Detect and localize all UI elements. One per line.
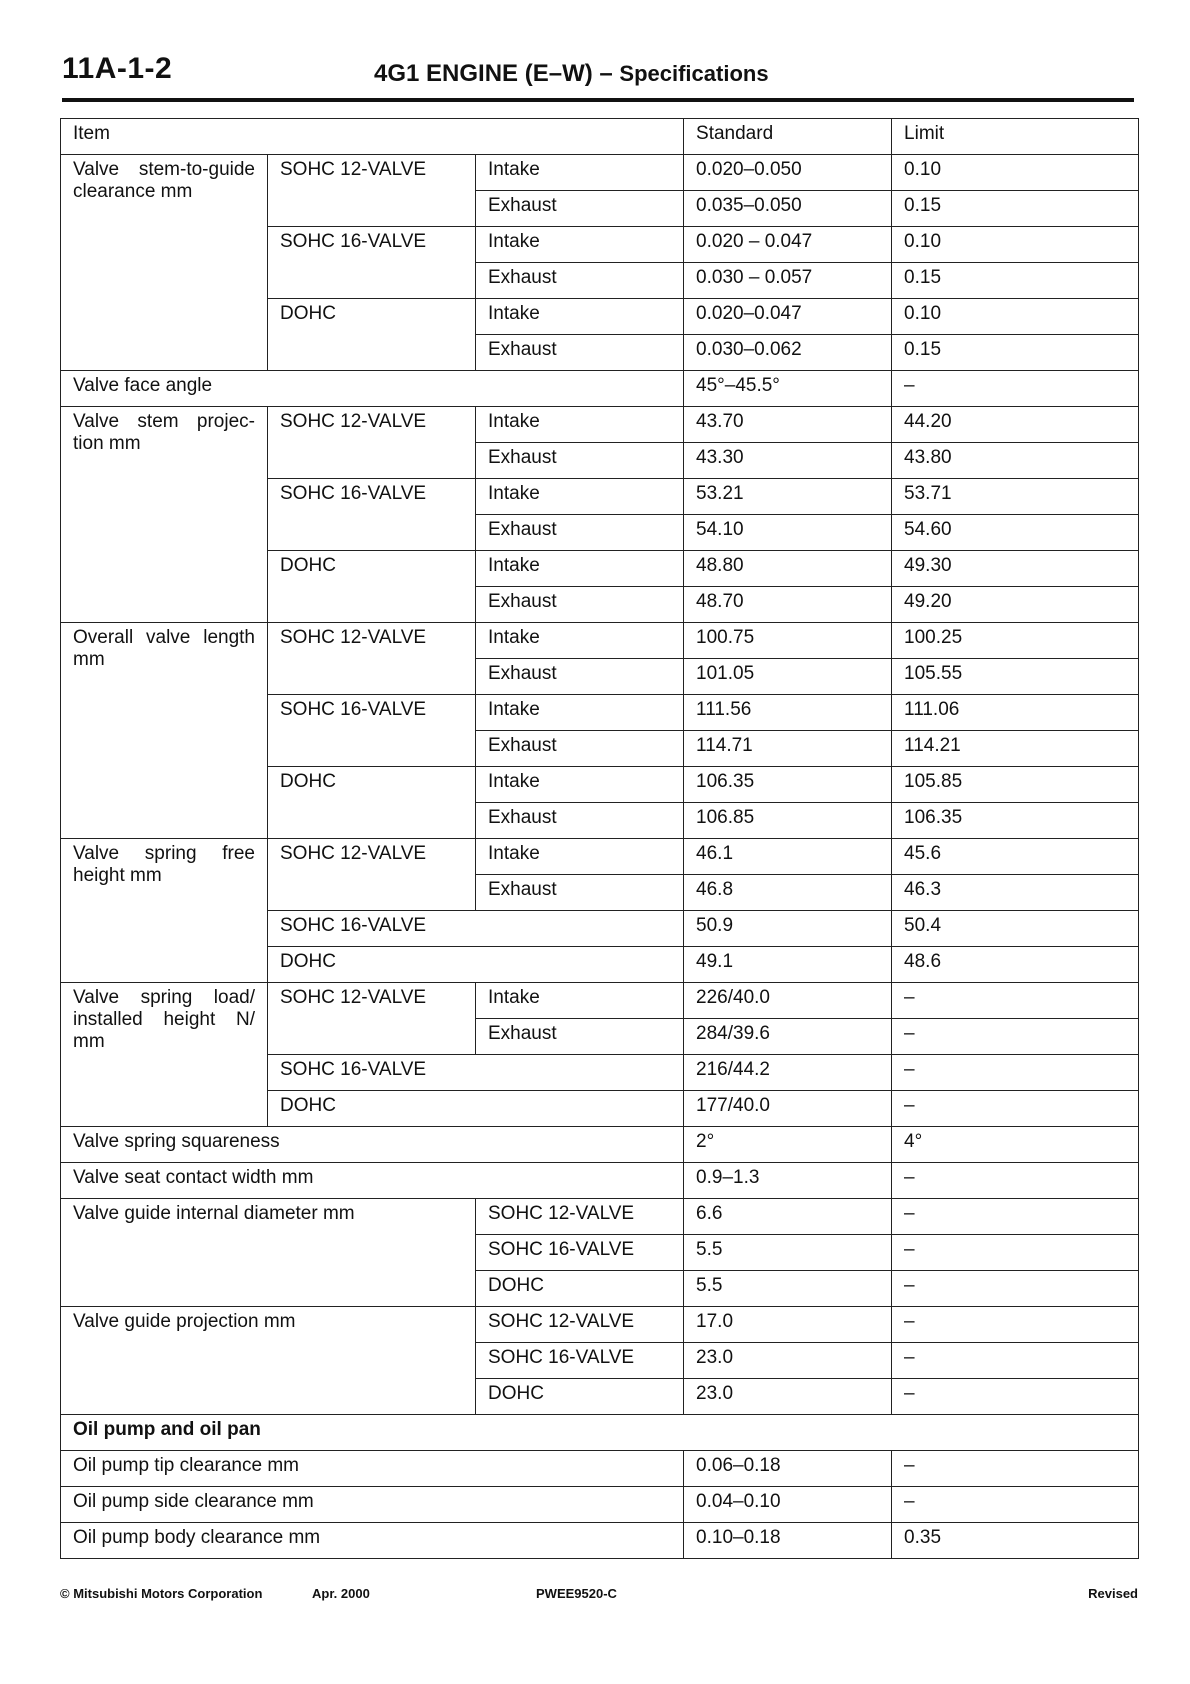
- limit-value: 44.20: [892, 407, 1139, 443]
- limit-value: 0.15: [892, 263, 1139, 299]
- valve-side: Exhaust: [476, 659, 684, 695]
- limit-value: 0.10: [892, 299, 1139, 335]
- table-row: [61, 839, 1139, 875]
- limit-value: 53.71: [892, 479, 1139, 515]
- valve-side: Intake: [476, 695, 684, 731]
- table-row: [61, 155, 1139, 191]
- section-heading: Oil pump and oil pan: [61, 1415, 1139, 1451]
- standard-value: 54.10: [684, 515, 892, 551]
- standard-value: 0.035–0.050: [684, 191, 892, 227]
- standard-value: 0.020–0.047: [684, 299, 892, 335]
- table-row: [61, 1415, 1139, 1451]
- standard-value: 45°–45.5°: [684, 371, 892, 407]
- standard-value: 23.0: [684, 1343, 892, 1379]
- column-header-item: Item: [61, 119, 684, 155]
- limit-value: 54.60: [892, 515, 1139, 551]
- item-label: Oil pump body clearance mm: [61, 1523, 684, 1559]
- engine-variant: DOHC: [268, 1091, 684, 1127]
- standard-value: 0.030 – 0.057: [684, 263, 892, 299]
- standard-value: 43.70: [684, 407, 892, 443]
- page-title: [374, 60, 769, 88]
- standard-value: 111.56: [684, 695, 892, 731]
- engine-variant: DOHC: [268, 299, 476, 371]
- limit-value: 105.85: [892, 767, 1139, 803]
- limit-value: 106.35: [892, 803, 1139, 839]
- standard-value: 106.85: [684, 803, 892, 839]
- valve-side: Intake: [476, 623, 684, 659]
- standard-value: 50.9: [684, 911, 892, 947]
- table-row: [61, 983, 1139, 1019]
- footer-doc-code: PWEE9520-C: [536, 1586, 617, 1601]
- engine-variant: SOHC 12-VALVE: [268, 623, 476, 695]
- valve-side: Exhaust: [476, 587, 684, 623]
- engine-variant: DOHC: [476, 1271, 684, 1307]
- valve-side: Exhaust: [476, 263, 684, 299]
- limit-value: 0.10: [892, 227, 1139, 263]
- engine-variant: SOHC 12-VALVE: [268, 983, 476, 1055]
- engine-variant: SOHC 16-VALVE: [268, 479, 476, 551]
- standard-value: 2°: [684, 1127, 892, 1163]
- limit-value: –: [892, 371, 1139, 407]
- table-header-row: [61, 119, 1139, 155]
- limit-value: 50.4: [892, 911, 1139, 947]
- limit-value: –: [892, 1271, 1139, 1307]
- limit-value: –: [892, 1307, 1139, 1343]
- valve-side: Intake: [476, 407, 684, 443]
- limit-value: 46.3: [892, 875, 1139, 911]
- footer-date: Apr. 2000: [312, 1586, 370, 1601]
- standard-value: 0.04–0.10: [684, 1487, 892, 1523]
- engine-variant: SOHC 12-VALVE: [268, 407, 476, 479]
- item-label: Valve guide internal diameter mm: [61, 1199, 476, 1307]
- standard-value: 6.6: [684, 1199, 892, 1235]
- standard-value: 48.80: [684, 551, 892, 587]
- valve-side: Intake: [476, 155, 684, 191]
- table-row: [61, 623, 1139, 659]
- valve-side: Intake: [476, 551, 684, 587]
- valve-side: Intake: [476, 479, 684, 515]
- table-row: [61, 1199, 1139, 1235]
- table-row: [61, 1307, 1139, 1343]
- standard-value: 43.30: [684, 443, 892, 479]
- standard-value: 17.0: [684, 1307, 892, 1343]
- valve-side: Exhaust: [476, 1019, 684, 1055]
- limit-value: –: [892, 983, 1139, 1019]
- limit-value: –: [892, 1451, 1139, 1487]
- limit-value: 0.10: [892, 155, 1139, 191]
- specifications-table: [60, 118, 1139, 1559]
- valve-side: Exhaust: [476, 335, 684, 371]
- table-row: [61, 1127, 1139, 1163]
- column-header-limit: Limit: [892, 119, 1139, 155]
- standard-value: 114.71: [684, 731, 892, 767]
- table-row: [61, 371, 1139, 407]
- item-label: Valve stem-to-guide clearance mm: [61, 155, 268, 371]
- item-label: Valve face angle: [61, 371, 684, 407]
- table-row: [61, 1487, 1139, 1523]
- item-label: Overall valve length mm: [61, 623, 268, 839]
- standard-value: 48.70: [684, 587, 892, 623]
- engine-variant: SOHC 16-VALVE: [268, 695, 476, 767]
- limit-value: –: [892, 1091, 1139, 1127]
- standard-value: 46.1: [684, 839, 892, 875]
- standard-value: 177/40.0: [684, 1091, 892, 1127]
- item-label: Valve seat contact width mm: [61, 1163, 684, 1199]
- item-label: Valve spring load/ installed height N/ mm: [61, 983, 268, 1127]
- table-row: [61, 407, 1139, 443]
- footer-copyright: © Mitsubishi Motors Corporation: [60, 1586, 263, 1601]
- engine-variant: DOHC: [268, 551, 476, 623]
- valve-side: Intake: [476, 227, 684, 263]
- limit-value: –: [892, 1055, 1139, 1091]
- engine-variant: SOHC 12-VALVE: [268, 839, 476, 911]
- footer-status: Revised: [1088, 1586, 1138, 1601]
- standard-value: 226/40.0: [684, 983, 892, 1019]
- limit-value: 49.20: [892, 587, 1139, 623]
- standard-value: 0.10–0.18: [684, 1523, 892, 1559]
- item-label: Valve spring squareness: [61, 1127, 684, 1163]
- limit-value: –: [892, 1379, 1139, 1415]
- limit-value: 0.15: [892, 191, 1139, 227]
- engine-variant: SOHC 16-VALVE: [476, 1235, 684, 1271]
- engine-variant: DOHC: [476, 1379, 684, 1415]
- standard-value: 0.06–0.18: [684, 1451, 892, 1487]
- limit-value: –: [892, 1019, 1139, 1055]
- limit-value: 45.6: [892, 839, 1139, 875]
- limit-value: 43.80: [892, 443, 1139, 479]
- limit-value: 114.21: [892, 731, 1139, 767]
- standard-value: 53.21: [684, 479, 892, 515]
- engine-variant: SOHC 12-VALVE: [476, 1307, 684, 1343]
- valve-side: Exhaust: [476, 515, 684, 551]
- column-header-standard: Standard: [684, 119, 892, 155]
- valve-side: Exhaust: [476, 443, 684, 479]
- standard-value: 49.1: [684, 947, 892, 983]
- limit-value: 48.6: [892, 947, 1139, 983]
- engine-variant: SOHC 16-VALVE: [268, 911, 684, 947]
- title-subtitle: Specifications: [619, 61, 769, 86]
- limit-value: 4°: [892, 1127, 1139, 1163]
- page-number: 11A-1-2: [62, 52, 173, 85]
- valve-side: Intake: [476, 299, 684, 335]
- engine-variant: SOHC 16-VALVE: [268, 227, 476, 299]
- limit-value: –: [892, 1163, 1139, 1199]
- valve-side: Exhaust: [476, 191, 684, 227]
- standard-value: 0.030–0.062: [684, 335, 892, 371]
- item-label: Valve stem projec- tion mm: [61, 407, 268, 623]
- standard-value: 216/44.2: [684, 1055, 892, 1091]
- limit-value: 100.25: [892, 623, 1139, 659]
- table-row: [61, 1523, 1139, 1559]
- standard-value: 5.5: [684, 1235, 892, 1271]
- limit-value: –: [892, 1199, 1139, 1235]
- engine-variant: DOHC: [268, 767, 476, 839]
- standard-value: 0.020 – 0.047: [684, 227, 892, 263]
- engine-variant: SOHC 12-VALVE: [268, 155, 476, 227]
- standard-value: 0.020–0.050: [684, 155, 892, 191]
- standard-value: 5.5: [684, 1271, 892, 1307]
- valve-side: Intake: [476, 767, 684, 803]
- item-label: Oil pump tip clearance mm: [61, 1451, 684, 1487]
- valve-side: Exhaust: [476, 731, 684, 767]
- limit-value: –: [892, 1343, 1139, 1379]
- specifications-table-body: [61, 119, 1139, 1559]
- table-row: [61, 1451, 1139, 1487]
- standard-value: 100.75: [684, 623, 892, 659]
- limit-value: 105.55: [892, 659, 1139, 695]
- standard-value: 0.9–1.3: [684, 1163, 892, 1199]
- limit-value: 111.06: [892, 695, 1139, 731]
- table-row: [61, 1163, 1139, 1199]
- valve-side: Exhaust: [476, 803, 684, 839]
- engine-variant: DOHC: [268, 947, 684, 983]
- limit-value: –: [892, 1235, 1139, 1271]
- item-label: Valve spring free height mm: [61, 839, 268, 983]
- engine-variant: SOHC 16-VALVE: [476, 1343, 684, 1379]
- valve-side: Exhaust: [476, 875, 684, 911]
- standard-value: 46.8: [684, 875, 892, 911]
- engine-variant: SOHC 12-VALVE: [476, 1199, 684, 1235]
- standard-value: 101.05: [684, 659, 892, 695]
- engine-variant: SOHC 16-VALVE: [268, 1055, 684, 1091]
- standard-value: 23.0: [684, 1379, 892, 1415]
- title-main: 4G1 ENGINE (E–W) –: [374, 60, 613, 87]
- item-label: Oil pump side clearance mm: [61, 1487, 684, 1523]
- limit-value: –: [892, 1487, 1139, 1523]
- standard-value: 106.35: [684, 767, 892, 803]
- limit-value: 0.15: [892, 335, 1139, 371]
- item-label: Valve guide projection mm: [61, 1307, 476, 1415]
- limit-value: 0.35: [892, 1523, 1139, 1559]
- valve-side: Intake: [476, 983, 684, 1019]
- limit-value: 49.30: [892, 551, 1139, 587]
- valve-side: Intake: [476, 839, 684, 875]
- page-header: [62, 50, 1134, 102]
- standard-value: 284/39.6: [684, 1019, 892, 1055]
